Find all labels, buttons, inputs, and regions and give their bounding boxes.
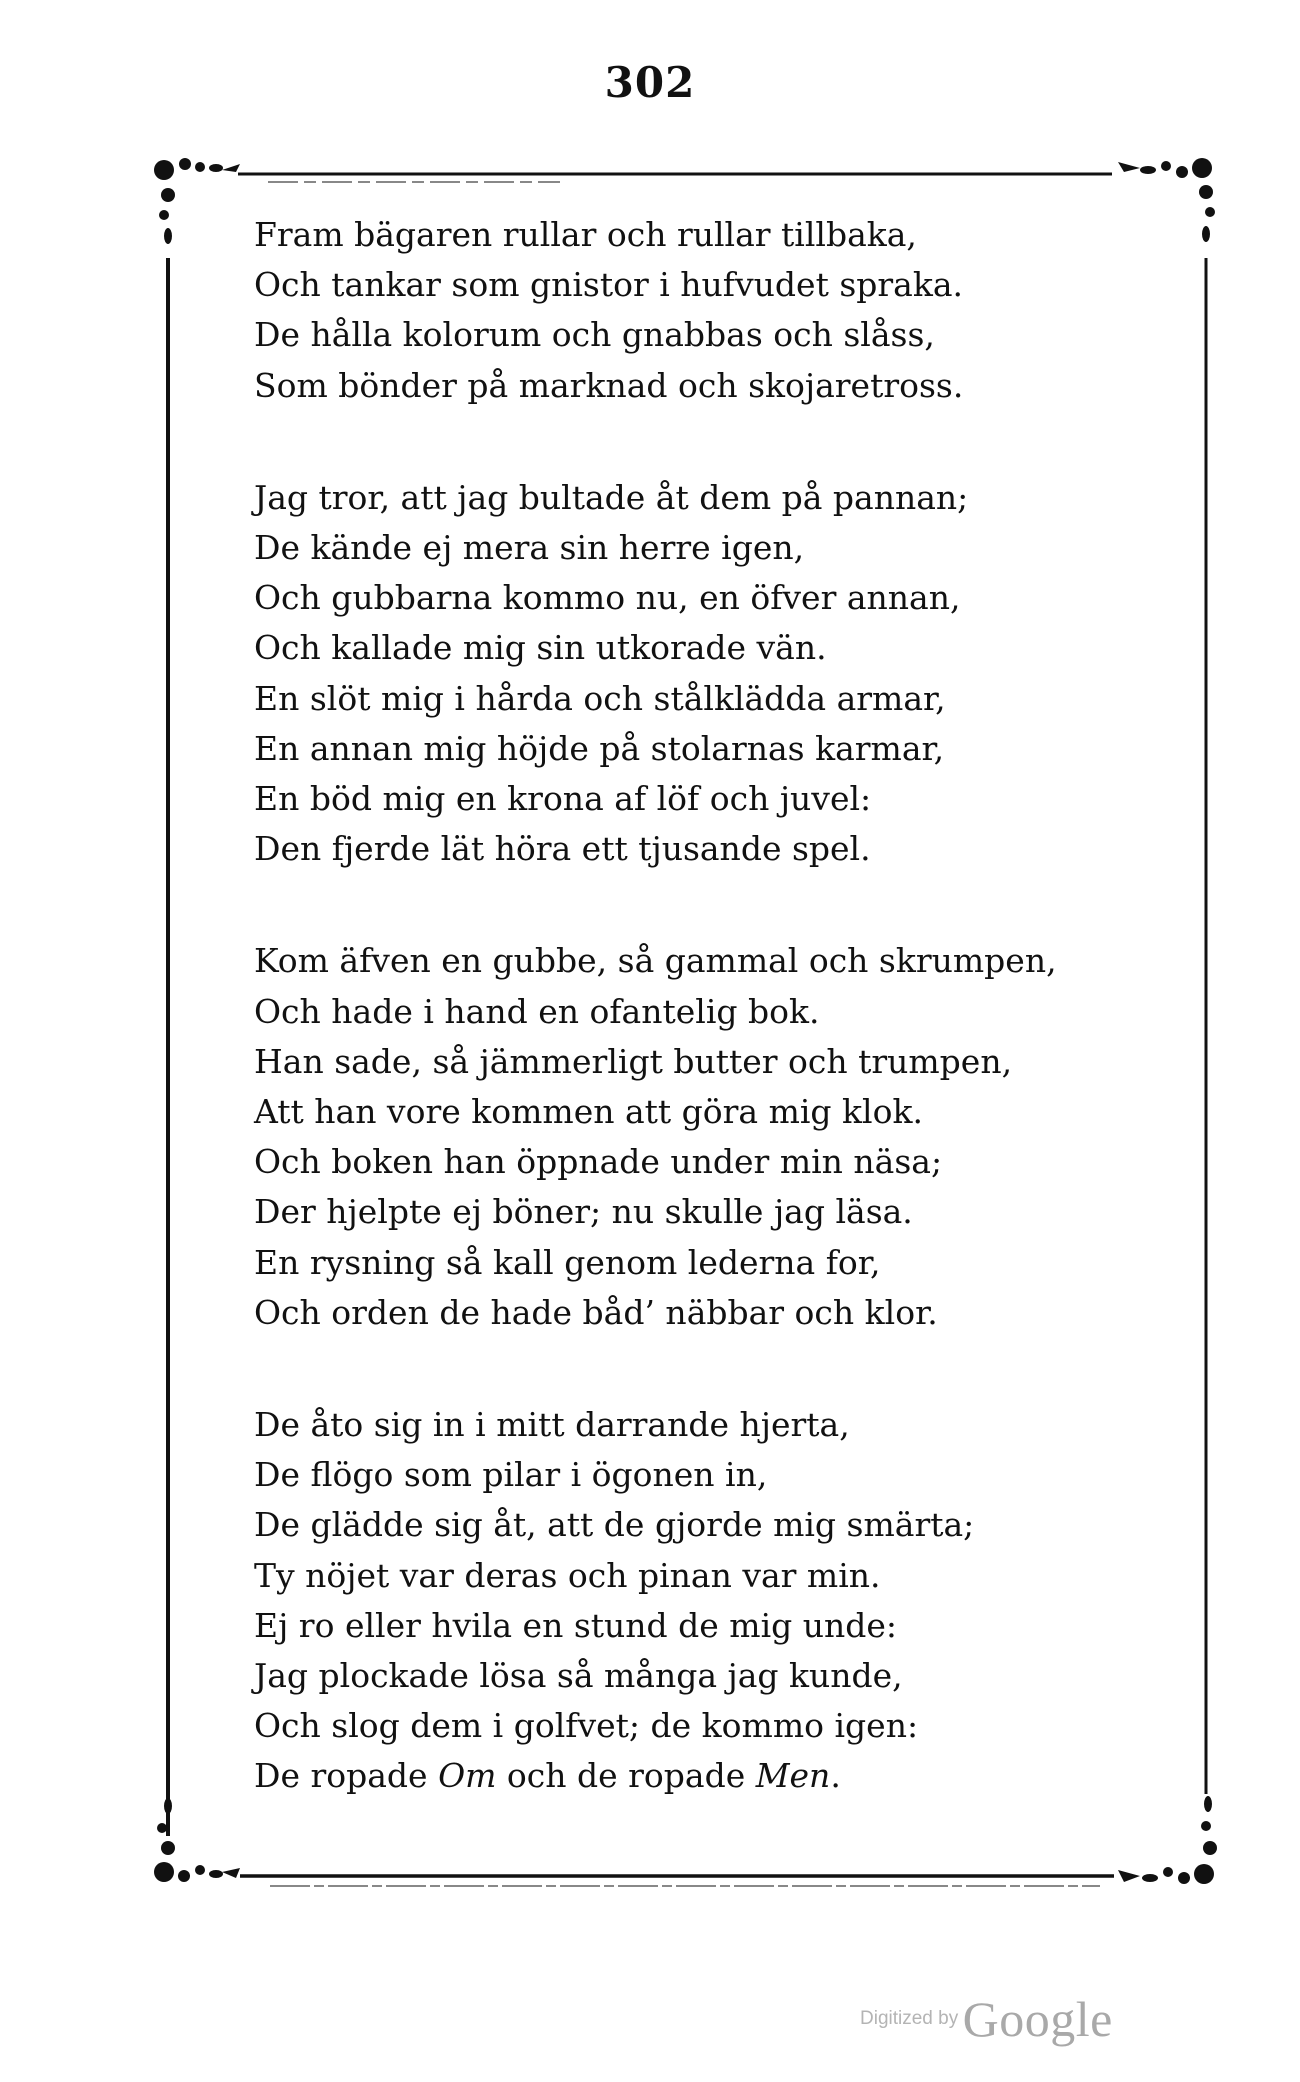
poem-line: En böd mig en krona af löf och juvel: xyxy=(254,779,872,819)
poem-line: Och boken han öppnade under min näsa; xyxy=(254,1142,943,1182)
final-line-text-after: . xyxy=(830,1756,841,1796)
stanza-4 xyxy=(254,1400,1134,1802)
watermark-prefix: Digitized by xyxy=(860,2008,959,2029)
stanza-3 xyxy=(254,936,1134,1338)
poem-line: En annan mig höjde på stolarnas karmar, xyxy=(254,728,945,768)
corner-ornament-bottom-left-icon xyxy=(154,1798,240,1882)
poem-line: Fram bägaren rullar och rullar tillbaka, xyxy=(254,215,917,254)
poem-line: Och kallade mig sin utkorade vän. xyxy=(254,628,827,668)
final-line-text-middle: och de ropade xyxy=(496,1756,756,1796)
corner-ornament-top-left-icon xyxy=(154,158,240,244)
poem-final-line xyxy=(254,1751,1134,1801)
poem-line: Jag tror, att jag bultade åt dem på pannan; xyxy=(254,477,969,517)
digitized-by-watermark xyxy=(860,1990,1113,2048)
poem-line: Att han vore kommen att göra mig klok. xyxy=(254,1092,923,1132)
italic-word-om: Om xyxy=(438,1756,497,1796)
poem-line: Och slog dem i golfvet; de kommo igen: xyxy=(254,1706,919,1746)
poem-line: Den fjerde lät höra ett tjusande spel. xyxy=(254,829,871,869)
poem-line: En slöt mig i hårda och stålklädda armar, xyxy=(254,678,946,718)
google-logo: Google xyxy=(962,1991,1113,2047)
poem-line: Och hade i hand en ofantelig bok. xyxy=(254,991,820,1031)
final-line-text-before: De ropade xyxy=(254,1756,439,1796)
poem-line: Ty nöjet var deras och pinan var min. xyxy=(254,1555,881,1595)
poem-line: Och gubbarna kommo nu, en öfver annan, xyxy=(254,578,961,618)
poem-line: Ej ro eller hvila en stund de mig unde: xyxy=(254,1605,898,1645)
poem-line: De kände ej mera sin herre igen, xyxy=(254,528,805,568)
poem-line: Der hjelpte ej böner; nu skulle jag läsa. xyxy=(254,1192,913,1232)
poem-line: Jag plockade lösa så många jag kunde, xyxy=(254,1656,903,1696)
poem-line: De hålla kolorum och gnabbas och slåss, xyxy=(254,315,935,355)
stanza-2 xyxy=(254,473,1134,875)
poem-line: En rysning så kall genom lederna for, xyxy=(254,1242,881,1282)
poem-line: Och orden de hade båd’ näbbar och klor. xyxy=(254,1292,938,1332)
italic-word-men: Men xyxy=(755,1756,831,1796)
page-number: 302 xyxy=(604,58,696,107)
poem-body xyxy=(254,210,1134,1864)
poem-line: Kom äfven en gubbe, så gammal och skrumpen, xyxy=(254,941,1057,981)
poem-line: Som bönder på marknad och skojaretross. xyxy=(254,365,964,405)
poem-line: De flögo som pilar i ögonen in, xyxy=(254,1455,768,1495)
poem-line: Och tankar som gnistor i hufvudet spraka. xyxy=(254,265,963,305)
poem-line: Han sade, så jämmerligt butter och trumpen, xyxy=(254,1041,1013,1081)
poem-line: De åto sig in i mitt darrande hjerta, xyxy=(254,1405,850,1445)
stanza-1 xyxy=(254,210,1134,411)
poem-line: De glädde sig åt, att de gjorde mig smärta; xyxy=(254,1505,975,1545)
